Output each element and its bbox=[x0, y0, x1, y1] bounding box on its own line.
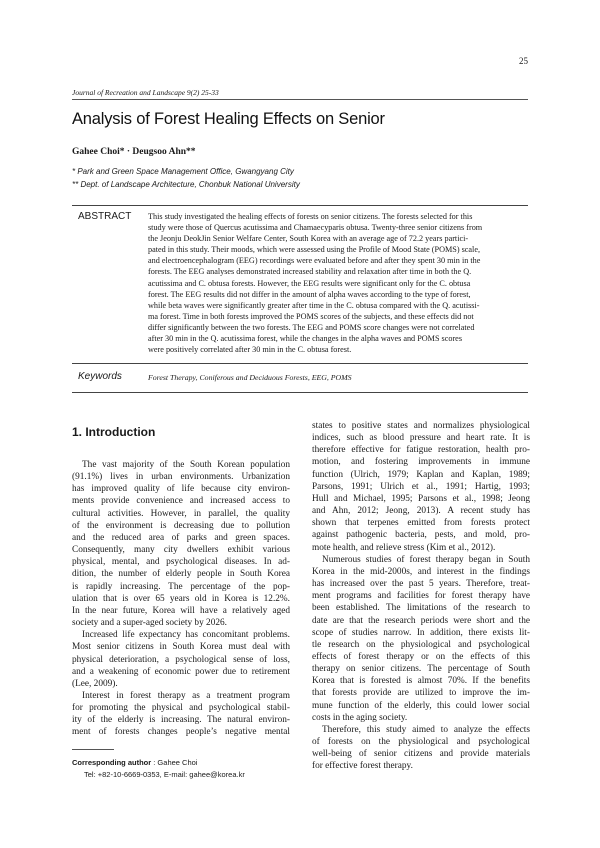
body-line: Most senior citizens in South Korea must deal with bbox=[72, 642, 290, 653]
body-line: costs in the aging society. bbox=[312, 712, 408, 723]
body-line: against pathogenic bacteria, pests, and mold, pro- bbox=[312, 530, 530, 541]
body-line: dition, the number of elderly people in South Korea bbox=[72, 569, 290, 580]
body-line: for effective forest therapy. bbox=[312, 761, 413, 772]
body-line: ment programs and facilities for forest therapy have bbox=[312, 591, 530, 602]
abstract-line: the Jeonju DeokJin Senior Welfare Center, South Korea with an average age of 72.2 years partici- bbox=[148, 234, 469, 244]
body-line: therapy on senior citizens. The percentage of South bbox=[312, 664, 530, 675]
section-heading: 1. Introduction bbox=[72, 425, 156, 439]
body-line: (91.1%) lives in urban environments. Urbanization bbox=[72, 472, 290, 483]
abstract-line: and electroencephalogram (EEG) recordings were evaluated before and after they spent 30 min in the bbox=[148, 256, 481, 266]
abstract-line: while beta waves were significantly greater after time in the C. obtusa compared with the Q. acutissi- bbox=[148, 300, 480, 310]
body-line: Parsons, 1991; Ulrich et al., 1991; Hartig, 1993; bbox=[312, 481, 530, 492]
body-line: Korea in the mid-2000s, and interest in the findings bbox=[312, 566, 530, 577]
keywords-label: Keywords bbox=[78, 371, 122, 382]
affiliation-2: ** Dept. of Landscape Architecture, Chonbuk National University bbox=[72, 180, 300, 189]
body-line: In the near future, Korea will have a relatively aged bbox=[72, 605, 290, 616]
body-line: mune function of the elderly, this could lower social bbox=[312, 700, 530, 711]
body-line: ments provide convenience and increased access to bbox=[72, 496, 290, 507]
body-line: ity of the elderly is increasing. The natural environ- bbox=[72, 715, 290, 726]
body-line: Numerous studies of forest therapy began in South bbox=[322, 554, 530, 565]
body-line: of the environment is decreasing due to pollution bbox=[72, 520, 290, 531]
abstract-line: pated in this study. Their moods, which were assessed using the Profile of Mood State (POMS) scale, bbox=[148, 245, 481, 255]
abstract-line: forest. The EEG results did not differ in the amount of alpha waves according to the type of forest, bbox=[148, 289, 471, 299]
body-line: has improved quality of life because city environ- bbox=[72, 484, 290, 495]
body-line: shown that terpenes emitted from forests protect bbox=[312, 518, 530, 529]
corresponding-author-contact: Tel: +82-10-6669-0353, E-mail: gahee@korea.kr bbox=[84, 770, 245, 779]
abstract-line: were positively correlated after 30 min in the C. obtusa forest. bbox=[148, 345, 352, 355]
body-line: indices, such as blood pressure and heart rate. It is bbox=[312, 433, 530, 444]
body-line: and Ahn, 2012; Jeong, 2013). A recent study has bbox=[312, 506, 530, 517]
body-line: date are that the research periods were short and the bbox=[312, 615, 530, 626]
body-line: is rapidly increasing. The percentage of the pop- bbox=[72, 581, 290, 592]
corresponding-author-label: Corresponding author bbox=[72, 758, 152, 767]
body-line: function (Ulrich, 1979; Kaplan and Kaplan, 1989; bbox=[312, 469, 530, 480]
body-line: effects of forest therapy or on the effects of this bbox=[312, 651, 530, 662]
abstract-line: after 30 min in the Q. acutissima forest, while the changes in the alpha waves and POMS scores bbox=[148, 334, 463, 344]
abstract-line: forests. The EEG analyses demonstrated increased stability and relaxation after time in both the Q. bbox=[148, 267, 472, 277]
page-number: 25 bbox=[519, 56, 528, 66]
body-line: for promoting the physical and psychological stabil- bbox=[72, 703, 290, 714]
abstract-bottom-divider bbox=[72, 363, 528, 364]
abstract-body bbox=[148, 211, 528, 355]
paper-title: Analysis of Forest Healing Effects on Senior bbox=[72, 110, 385, 128]
abstract-top-divider bbox=[72, 205, 528, 206]
body-line: physical, mental, and psychological diseases. In ad- bbox=[72, 557, 290, 568]
body-line: scope of studies narrow. In addition, there exists lit- bbox=[312, 627, 530, 638]
right-column bbox=[312, 420, 530, 773]
body-line: Interest in forest therapy as a treatment program bbox=[82, 690, 290, 701]
body-line: motion, and fostering improvements in immune bbox=[312, 457, 530, 468]
abstract-line: ma forest. Time in both forests improved the POMS scores of the subjects, and these effects did not bbox=[148, 311, 474, 321]
body-line: Increased life expectancy has concomitant problems. bbox=[82, 630, 290, 641]
body-line: been established. The limitations of the research to bbox=[312, 603, 530, 614]
left-column bbox=[72, 459, 290, 739]
body-line: Therefore, this study aimed to analyze the effects bbox=[322, 724, 530, 735]
body-line: well-being of senior citizens and provide materials bbox=[312, 749, 530, 760]
body-line: therefore effective for fatigue restoration, health pro- bbox=[312, 445, 530, 456]
abstract-line: differ significantly between the two forests. The EEG and POMS score changes were not correlated bbox=[148, 322, 475, 332]
keywords-text: Forest Therapy, Coniferous and Deciduous Forests, EEG, POMS bbox=[148, 373, 352, 382]
body-line: and a weakening of economic power due to retirement bbox=[72, 666, 290, 677]
abstract-line: acutissima and C. obtusa forests. However, the EEG results were significant only for the C. obtusa bbox=[148, 278, 471, 288]
body-line: cultural activities. However, in parallel, the quality bbox=[72, 508, 290, 519]
body-line: of forests on the physiological and psychological bbox=[312, 737, 530, 748]
header-divider bbox=[72, 99, 528, 100]
body-line: and the reduced area of parks and green spaces. bbox=[72, 532, 290, 543]
body-line: society and a super-aged society by 2026. bbox=[72, 618, 227, 629]
footnote-divider bbox=[72, 749, 114, 750]
body-line: tle research on the physiological and psychological bbox=[312, 639, 530, 650]
body-line: mote health, and relieve stress (Kim et al., 2012). bbox=[312, 542, 496, 553]
abstract-label: ABSTRACT bbox=[78, 211, 132, 222]
body-line: Consequently, many city dwellers exhibit various bbox=[72, 545, 290, 556]
abstract-line: This study investigated the healing effects of forests on senior citizens. The forests selected for this bbox=[148, 212, 473, 221]
body-line: states to positive states and normalizes physiological bbox=[312, 421, 530, 431]
abstract-line: study were those of Quercus acutissima and Chamaecyparis obtusa. Twenty-three senior citizens from bbox=[148, 223, 483, 233]
body-line: (Lee, 2009). bbox=[72, 678, 118, 689]
body-line: ment of forests changes people’s negative mental bbox=[72, 727, 290, 738]
body-line: Korea that is forested is almost 70%. If the benefits bbox=[312, 676, 530, 687]
journal-citation: Journal of Recreation and Landscape 9(2) 25-33 bbox=[72, 88, 219, 97]
keywords-divider bbox=[72, 392, 528, 393]
body-line: physical deterioration, a psychological sense of loss, bbox=[72, 654, 290, 665]
body-line: has increased over the past 5 years. Therefore, treat- bbox=[312, 579, 530, 590]
affiliation-1: * Park and Green Space Management Office, Gwangyang City bbox=[72, 167, 294, 176]
body-line: Hull and Michael, 1995; Parsons et al., 1998; Jeong bbox=[312, 493, 530, 504]
body-line: ulation that is over 65 years old in Korea is 12.2%. bbox=[72, 593, 290, 604]
corresponding-author bbox=[72, 758, 197, 767]
author-list: Gahee Choi* · Deugsoo Ahn** bbox=[72, 147, 196, 157]
corresponding-author-name: : Gahee Choi bbox=[153, 758, 198, 767]
body-line: The vast majority of the South Korean population bbox=[82, 460, 290, 470]
body-line: that forests provide are utilized to improve the im- bbox=[312, 688, 530, 699]
